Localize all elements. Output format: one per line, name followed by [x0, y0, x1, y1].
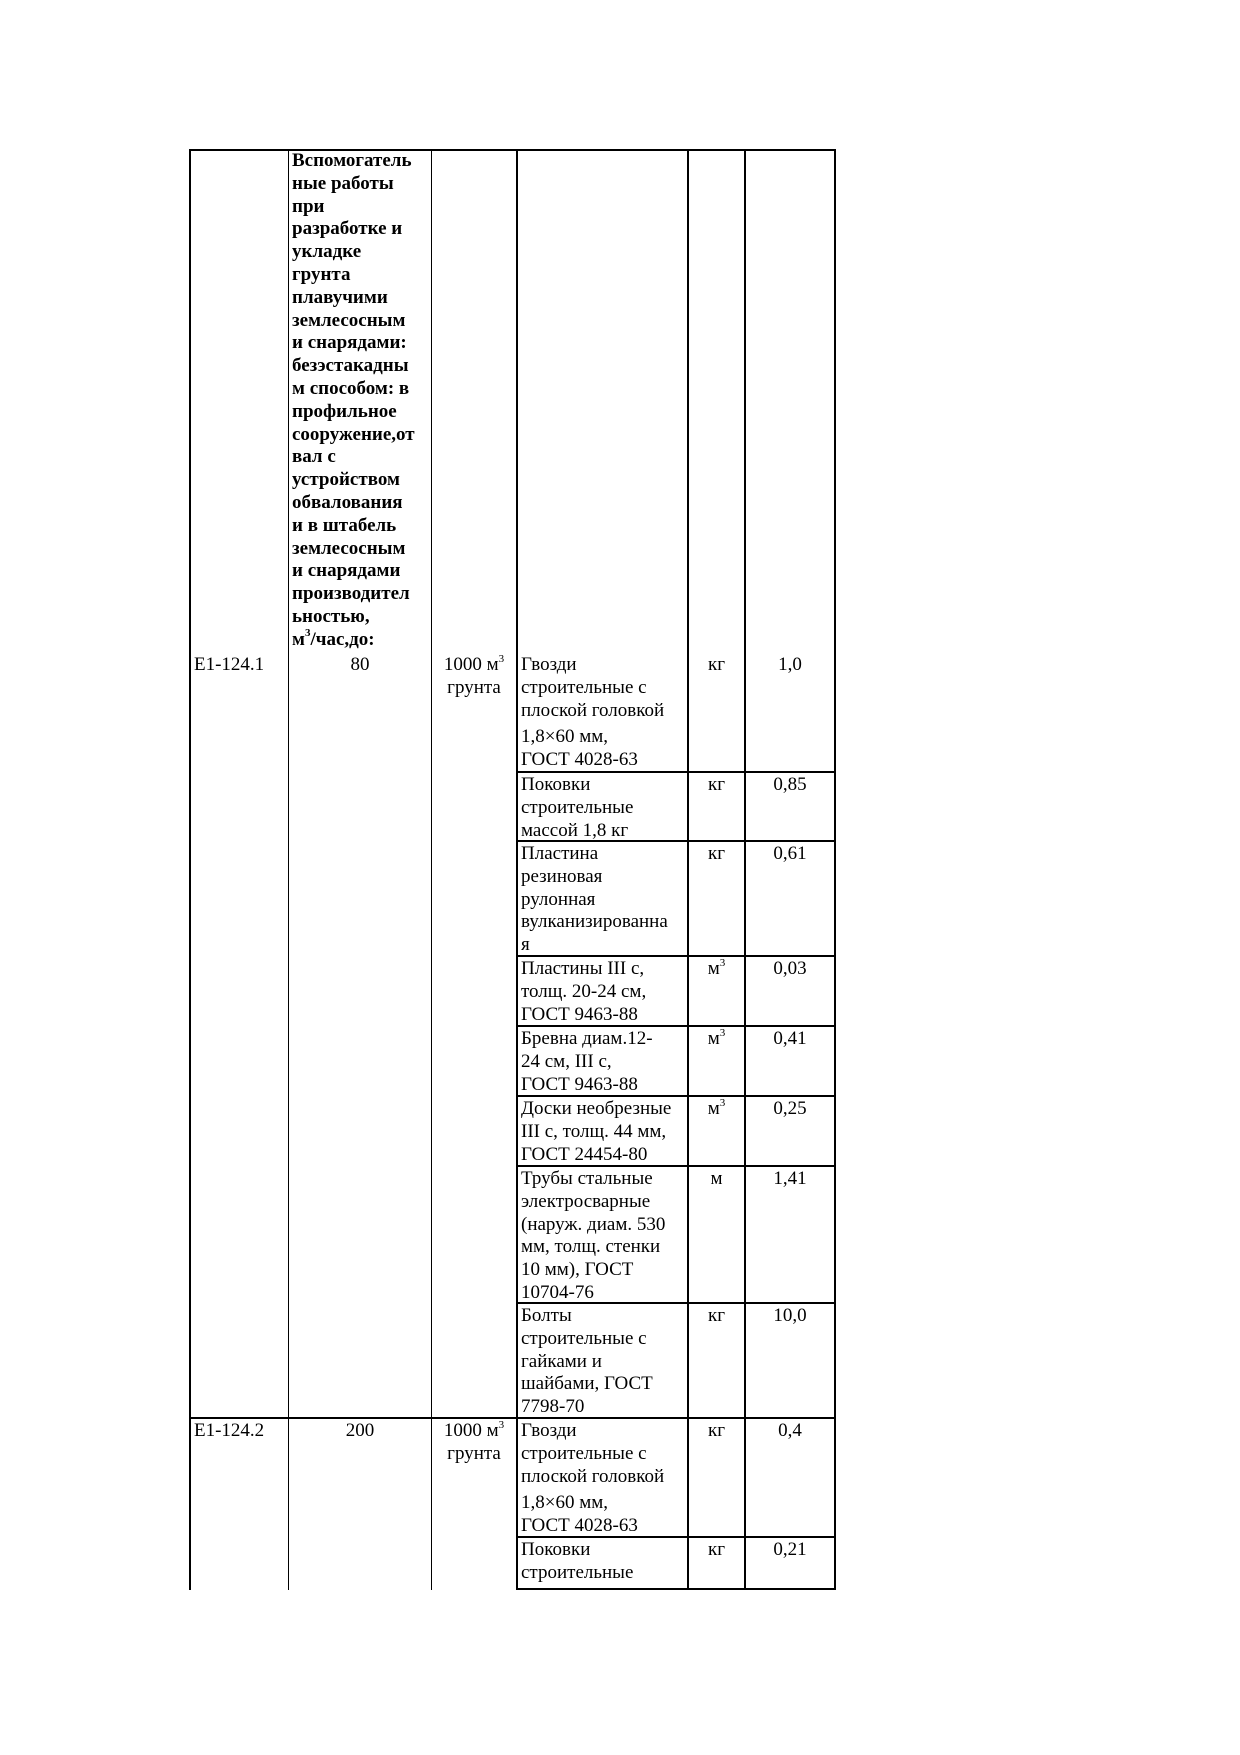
material-unit: кг	[707, 774, 726, 795]
table-right-border	[834, 149, 836, 1590]
material-name: Поковки строительные массой 1,8 кг	[521, 774, 634, 841]
row-divider	[189, 1417, 836, 1419]
material-quantity: 10,0	[773, 1305, 807, 1326]
column-divider	[431, 149, 432, 1590]
heading-last-line: $м^3/час,до$:	[292, 627, 375, 650]
heading-line: разработке и	[292, 218, 403, 240]
material-unit: $м^3$	[707, 1026, 726, 1049]
material-unit: кг	[707, 1420, 726, 1441]
heading-line: плавучими	[292, 286, 388, 308]
heading-line: при	[292, 195, 325, 217]
material-name: Гвозди строительные с плоской головкой 1,8×60 мм, ГОСТ 4028-63	[521, 1420, 665, 1537]
column-divider	[516, 149, 518, 1590]
material-quantity: 0,03	[773, 958, 807, 979]
material-name: Доски необрезные III с, толщ. 44 мм, ГОСТ 24454-80	[521, 1098, 672, 1165]
material-unit: $м^3$	[707, 1096, 726, 1119]
heading-line: производител	[292, 583, 410, 605]
material-unit: кг	[707, 1539, 726, 1560]
material-quantity: 0,4	[778, 1420, 802, 1441]
material-quantity: 1,41	[773, 1168, 807, 1189]
material-name: Пластина резиновая рулонная вулканизированна я	[521, 843, 668, 956]
heading-line: грунта	[292, 263, 351, 285]
heading-line: и снарядами:	[292, 332, 407, 354]
material-name: Трубы стальные электросварные (наруж. диам. 530 мм, толщ. стенки 10 мм), ГОСТ 10704-76	[521, 1168, 666, 1303]
material-quantity: 0,61	[773, 843, 807, 864]
section-heading	[292, 150, 430, 652]
heading-line: обвалования	[292, 491, 403, 513]
heading-line: ные работы	[292, 172, 394, 194]
material-unit: кг	[707, 843, 726, 864]
material-quantity: 0,25	[773, 1098, 807, 1119]
row-divider	[516, 1588, 836, 1590]
material-quantity: 0,21	[773, 1539, 807, 1560]
table-left-border	[189, 149, 191, 1590]
material-name: Поковки строительные	[521, 1539, 634, 1583]
heading-line: укладке	[292, 241, 362, 263]
heading-line: безэстакадны	[292, 355, 409, 377]
material-name: Гвозди строительные с плоской головкой 1,8×60 мм, ГОСТ 4028-63	[521, 654, 665, 771]
heading-line: профильное	[292, 400, 397, 422]
capacity-value: 80	[350, 654, 370, 675]
heading-line: землесосным	[292, 537, 406, 559]
table-top-border	[189, 149, 836, 151]
measure-unit: 1000 $м^3$ грунта	[443, 652, 505, 698]
measure-unit: 1000 $м^3$ грунта	[443, 1418, 505, 1464]
heading-line: устройством	[292, 469, 400, 491]
heading-line: сооружение,от	[292, 423, 415, 445]
heading-line: м способом: в	[292, 377, 410, 399]
rate-code: Е1-124.2	[194, 1420, 265, 1441]
column-divider	[744, 149, 746, 1590]
column-divider	[687, 149, 689, 1590]
material-unit: кг	[707, 654, 726, 675]
column-divider	[288, 149, 289, 1590]
material-quantity: 0,41	[773, 1028, 807, 1049]
material-unit: кг	[707, 1305, 726, 1326]
heading-line: Вспомогатель	[292, 150, 412, 171]
heading-line: вал с	[292, 446, 336, 468]
heading-line: ьностью,	[292, 605, 370, 627]
heading-line: и в штабель	[292, 514, 397, 536]
heading-line: землесосным	[292, 309, 406, 331]
material-quantity: 1,0	[778, 654, 802, 675]
material-name: Пластины III с, толщ. 20-24 см, ГОСТ 9463-88	[521, 958, 647, 1025]
heading-line: и снарядами	[292, 560, 401, 582]
material-unit: $м^3$	[707, 956, 726, 979]
material-name: Бревна диам.12- 24 см, III с, ГОСТ 9463-88	[521, 1028, 653, 1095]
rate-code: Е1-124.1	[194, 654, 265, 675]
material-unit: м	[710, 1168, 723, 1189]
material-quantity: 0,85	[773, 774, 807, 795]
material-name: Болты строительные с гайками и шайбами, ГОСТ 7798-70	[521, 1305, 653, 1418]
capacity-value: 200	[345, 1420, 375, 1441]
